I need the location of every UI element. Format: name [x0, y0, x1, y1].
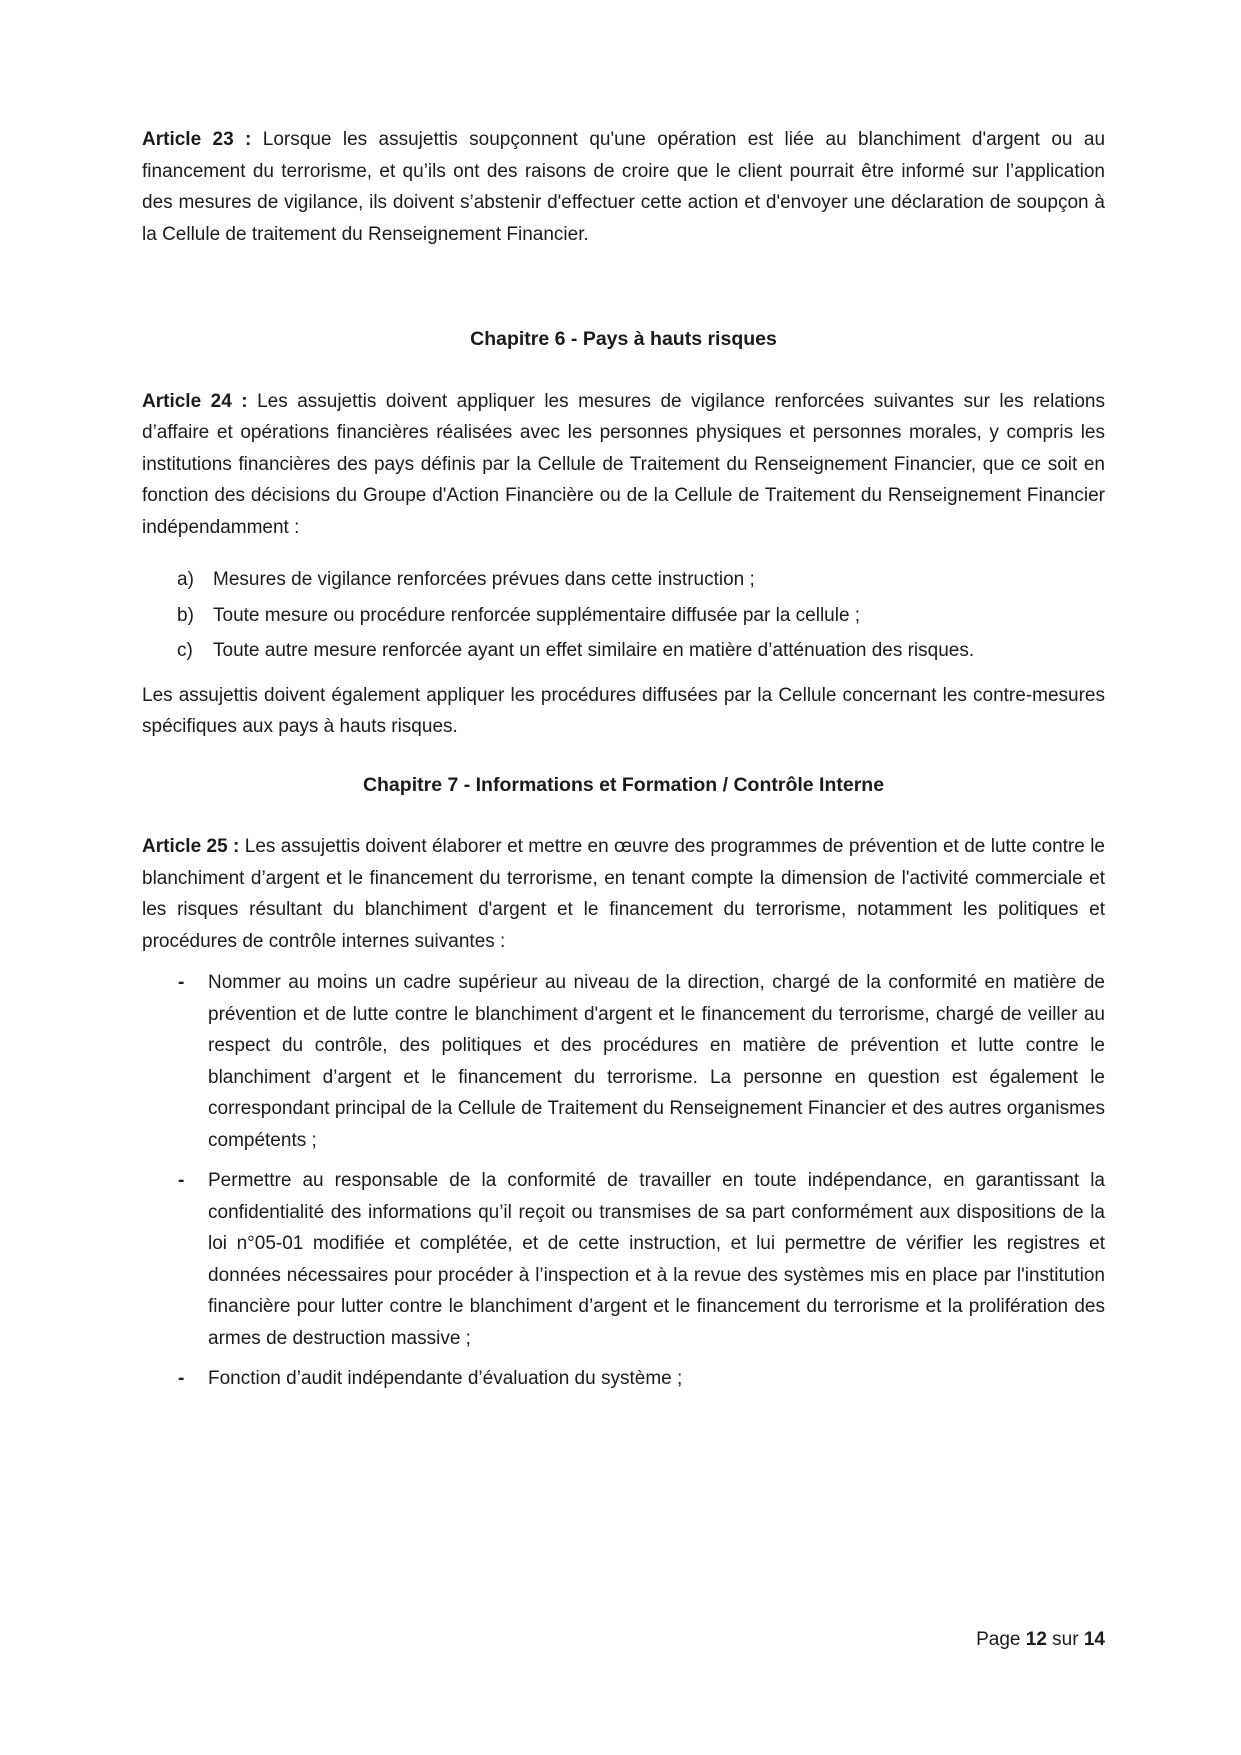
- article-25-label: Article 25 :: [142, 836, 240, 857]
- lettered-list: [142, 564, 1105, 667]
- list-item: [142, 1165, 1105, 1354]
- footer-sur-label: sur: [1052, 1629, 1079, 1650]
- article-25-text: Les assujettis doivent élaborer et mettre en œuvre des programmes de prévention et de lutte contre le blanchiment d’argent et le financement du terrorisme, en tenant compte la dimension de l'activité commerciale et les risques résultant du blanchiment d'argent et le financement du terrorisme, notamment les politiques et procédures de contrôle internes suivantes :: [142, 836, 1105, 952]
- footer-page-label: Page: [976, 1629, 1021, 1650]
- list-item-text: Permettre au responsable de la conformité de travailler en toute indépendance, en garantissant la confidentialité des informations qu’il reçoit ou transmises de sa part conformément aux dispositions de la loi n°05-01 modifiée et complétée, et de cette instruction, et lui permettre de vérifier les registres et données nécessaires pour procéder à l’inspection et à la revue des systèmes mis en place par l'institution financière pour lutter contre le blanchiment d’argent et le financement du terrorisme et la prolifération des armes de destruction massive ;: [208, 1170, 1105, 1349]
- list-marker: a): [177, 569, 194, 590]
- page-footer: [976, 1628, 1105, 1652]
- list-item-text: Toute mesure ou procédure renforcée supplémentaire diffusée par la cellule ;: [213, 604, 861, 626]
- footer-page-number: 12: [1025, 1629, 1047, 1650]
- dash-marker: -: [178, 1368, 185, 1389]
- document-content: [142, 124, 1105, 1404]
- article-23-label: Article 23 :: [142, 129, 252, 150]
- article-23-text: Lorsque les assujettis soupçonnent qu'une opération est liée au blanchiment d'argent ou au financement du terrorisme, et qu’ils ont des raisons de croire que le client pourrait être informé sur l’application des mesures de vigilance, ils doivent s’abstenir d'effectuer cette action et d'envoyer une déclaration de soupçon à la Cellule de traitement du Renseignement Financier.: [142, 129, 1106, 245]
- chapter-7-heading: Chapitre 7 - Informations et Formation / Contrôle Interne: [362, 773, 885, 796]
- dash-marker: -: [178, 972, 185, 993]
- dash-list: [142, 967, 1105, 1395]
- countermeasures-paragraph: Les assujettis doivent également appliquer les procédures diffusées par la Cellule concernant les contre-mesures spécifiques aux pays à hauts risques.: [142, 684, 1105, 737]
- list-marker: b): [177, 604, 194, 626]
- list-item: [142, 1363, 1105, 1395]
- list-item-text: Nommer au moins un cadre supérieur au niveau de la direction, chargé de la conformité en matière de prévention et de lutte contre le blanchiment d'argent et le financement du terrorisme, chargé de veiller au respect du contrôle, des politiques et des procédures en matière de prévention et lutte contre le blanchiment d’argent et le financement du terrorisme. La personne en question est également le correspondant principal de la Cellule de Traitement du Renseignement Financier et des autres organismes compétents ;: [208, 972, 1105, 1151]
- list-item: [142, 967, 1105, 1156]
- list-item-text: Toute autre mesure renforcée ayant un effet similaire en matière d’atténuation des risques.: [213, 640, 975, 661]
- list-item: [142, 635, 1105, 667]
- article-25-paragraph: [142, 831, 1105, 957]
- chapter-6-heading: Chapitre 6 - Pays à hauts risques: [470, 328, 777, 350]
- list-item: [142, 564, 1105, 596]
- list-item-text: Fonction d’audit indépendante d’évaluation du système ;: [208, 1368, 683, 1389]
- footer-total-pages: 14: [1083, 1629, 1105, 1650]
- dash-marker: -: [178, 1170, 185, 1191]
- article-24-label: Article 24 :: [142, 390, 248, 412]
- article-24-text: Les assujettis doivent appliquer les mesures de vigilance renforcées suivantes sur les relations d’affaire et opérations financières réalisées avec les personnes physiques et personnes morales, y compris les institutions financières des pays définis par la Cellule de Traitement du Renseignement Financier, que ce soit en fonction des décisions du Groupe d'Action Financière ou de la Cellule de Traitement du Renseignement Financier indépendamment :: [142, 390, 1105, 538]
- list-marker: c): [177, 640, 193, 661]
- list-item: [142, 600, 1105, 632]
- article-23-paragraph: [142, 124, 1105, 250]
- article-24-paragraph: [142, 386, 1105, 544]
- list-item-text: Mesures de vigilance renforcées prévues dans cette instruction ;: [213, 569, 755, 590]
